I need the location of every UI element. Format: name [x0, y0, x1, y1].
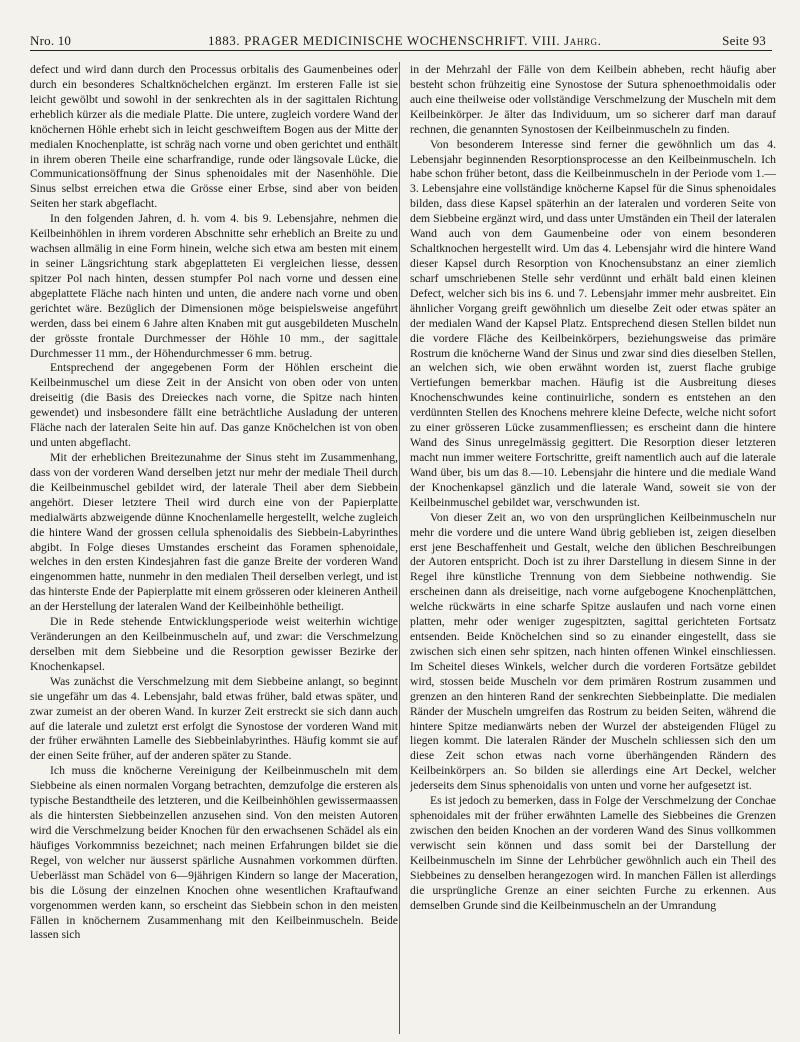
header-rule: [30, 50, 772, 51]
left-column: [30, 63, 398, 1038]
issue-number: Nro. 10: [30, 33, 72, 48]
paragraph: Es ist jedoch zu bemerken, dass in Folge der Verschmelzung der Conchae sphenoidales mit der früher erwähnten Lamelle des Siebbeines die Grenzen zwischen den beiden Knochen an der vorderen Wand des Sinus vollkommen verwischt sein können und dass somit bei der Darstellung der Keilbeinmuscheln im Sinne der Lehrbücher gewöhnlich auch ein Theil des Siebbeines zu denselben herangezogen wird. In manchen Fällen ist allerdings die ursprüngliche Grenze an einer seichten Furche zu erkennen. Aus demselben Grunde sind die Keilbeinmuscheln an der Umrandung: [410, 794, 776, 912]
page-number: Seite 93: [722, 33, 766, 48]
paragraph: in der Mehrzahl der Fälle von dem Keilbein abheben, recht häufig aber besteht schon frühzeitig eine Synostose der Sutura sphenoethmoidalis oder auch eine theilweise oder vollständige Verschmelzung der Muscheln mit dem Keilbeinkörper. Je älter das Individuum, um so sicherer darf man darauf rechnen, die genannten Synostosen der Keilbeinmuscheln zu finden.: [410, 63, 776, 136]
paragraph: Entsprechend der angegebenen Form der Höhlen erscheint die Keilbeinmuschel um diese Zeit in der Ansicht von oben oder von unten dreiseitig (die Basis des Dreieckes nach vorne, die Spitze nach hinten gewendet) und insbesondere fällt eine beträchtliche Ausladung der unteren Fläche nach der lateralen Seite hin auf. Das ganze Knöchelchen ist von oben und unten abgeflacht.: [30, 361, 398, 450]
journal-title: 1883. PRAGER MEDICINISCHE WOCHENSCHRIFT. VIII. Jahrg.: [208, 33, 602, 48]
paragraph: Die in Rede stehende Entwicklungsperiode weist weiterhin wichtige Veränderungen an den Keilbeinmuscheln auf, und zwar: die Verschmelzung derselben mit dem Siebbeine und die Resorption gewisser Bezirke der Knochenkapsel.: [30, 615, 398, 673]
paragraph: Von dieser Zeit an, wo von den ursprünglichen Keilbeinmuscheln nur mehr die vordere und die untere Wand übrig geblieben ist, zeigen dieselben erst jene Beschaffenheit und Gestalt, welche den üblichen Beschreibungen der Autoren entspricht. Doch ist zu ihrer Darstellung in diesem Sinne in der Regel ihre künstliche Trennung von dem Siebbeine nothwendig. Sie erscheinen dann als dreiseitige, nach vorne aufgebogene Knochenplättchen, welche rückwärts in eine scharfe Spitze auslaufen und nach vorne einen platten, mehr oder weniger zugespitzten, sagittal gerichteten Fortsatz entsenden. Beide Knöchelchen sind so zu einander eingestellt, dass sie zwischen sich einen sehr spitzen, nach hinten offenen Winkel einschliessen. Im Scheitel dieses Winkels, welcher durch die vorderen Fortsätze gebildet wird, stossen beide Muscheln vor dem primären Rostrum zusammen und grenzen an den hinteren Rand der senkrechten Siebbeinplatte. Die medialen Ränder der Muscheln umgreifen das Rostrum zu beiden Seiten, während die hintere Spitze medianwärts neben der Wurzel der absteigenden Flügel zu liegen kommt. Die lateralen Ränder der Muscheln schliessen sich den um diese Zeit schon etwas nach vorne überhängenden Rändern des Keilbeinkörpers an. So bilden sie allerdings eine Art Deckel, welcher jederseits dem Sinus sphenoidalis von unten und vorne her aufgesetzt ist.: [410, 510, 776, 793]
running-header: [30, 29, 766, 51]
paragraph: Von besonderem Interesse sind ferner die gewöhnlich um das 4. Lebensjahr beginnenden Resorptionsprocesse an den Keilbeinmuscheln. Ich habe schon früher betont, dass die Keilbeinmuscheln in der Periode vom 1.—3. Lebensjahre eine vollständige knöcherne Kapsel für die Sinus sphenoidales bilden, dass diese Kapsel späterhin an der lateralen und vorderen Seite von dem Siebbeine ergänzt wird, und dass unter Umständen ein Theil der lateralen Wand auch von dem Gaumenbeine oder von einem besonderen Schaltknochen hergestellt wird. Um das 4. Lebensjahr wird die hintere Wand dieser Kapsel durch Resorption von Knochensubstanz an einer ziemlich scharf umschriebenen Stelle sehr verdünnt und erhält bald einen kleinen Defect, welcher sich bis ins 6. und 7. Lebensjahr immer mehr ausbreitet. Ein ähnlicher Vorgang greift gewöhnlich um dieselbe Zeit oder etwas später an der medialen Wand der Kapsel Platz. Entsprechend diesen Stellen bildet nun die vordere Fläche des Keilbeinkörpers, beziehungsweise das primäre Rostrum die knöcherne Wand der Sinus und zwar sind dies dieselben Stellen, an welchen sich, wie oben erwähnt worden ist, zuerst flache grubige Vertiefungen bemerkbar machen. Häufig ist die Ausbreitung dieses Knochenschwundes keine continuirliche, sondern es entstehen an den verdünnten Stellen des Knochens mehrere kleine Defecte, welche nicht sofort zu einer grösseren Lücke zusammenfliessen; es erscheint dann die hintere Wand des Sinus unregelmässig gegittert. Die Resorption dieser letzteren macht nun immer weitere Fortschritte, greift namentlich auch auf die laterale Wand über, bis um das 8.—10. Lebensjahr die hintere und die mediale Wand der Knochenkapsel gänzlich und die laterale Wand, soweit sie von der Keilbeinmuschel gebildet war, verschwunden ist.: [410, 137, 776, 509]
paragraph: In den folgenden Jahren, d. h. vom 4. bis 9. Lebensjahre, nehmen die Keilbeinhöhlen in ihrem vorderen Abschnitte sehr erheblich an Breite zu und wachsen allmälig in eine Form hinein, welche sich etwa am besten mit einem in seiner Längsrichtung stark abgeplatteten Ei vergleichen liesse, dessen spitzer Pol nach hinten, dessen stumpfer Pol nach vorne und dessen eine abgeplattete Fläche nach hinten und unten, die andere nach vorne und oben gerichtet wäre. Bezüglich der Dimensionen möge beispielsweise angeführt werden, dass bei einem 6 Jahre alten Knaben mit gut ausgebildeten Muscheln der grösste frontale Durchmesser der Höhle 10 mm., der sagittale Durchmesser 11 mm., der Höhendurchmesser 6 mm. betrug.: [30, 212, 398, 360]
column-divider: [399, 62, 400, 1034]
paragraph: Mit der erheblichen Breitezunahme der Sinus steht im Zusammenhang, dass von der vorderen Wand derselben jetzt nur mehr der mediale Theil durch die Keilbeinmuschel gebildet wird, der laterale Theil aber dem Siebbein angehört. Dieser letztere Theil wird durch eine von der Papierplatte medialwärts abzweigende dünne Knochenlamelle hergestellt, welche zugleich die hintere Wand der grossen cellula sphenoidalis des Siebbein-Labyrinthes abgibt. In Folge dieses Umstandes erscheint das Foramen sphenoidale, welches in den ersten Kindesjahren fast die ganze Breite der vorderen Wand eingenommen hatte, nunmehr in den medialen Theil derselben verlegt, und ist das hinterste Ende der Papierplatte mit einem grösseren oder kleineren Antheil an der Herstellung der lateralen Wand der Keilbeinhöhle betheiligt.: [30, 450, 398, 614]
paragraph: Was zunächst die Verschmelzung mit dem Siebbeine anlangt, so beginnt sie ungefähr um das 4. Lebensjahr, bald etwas früher, bald etwas später, und zwar zumeist an der oberen Wand. In kurzer Zeit erstreckt sie sich dann auch auf die laterale und zuletzt erst erfolgt die Synostose der vorderen Wand mit der früher erwähnten Lamelle des Siebbeinlabyrinthes. Häufig kommt sie auf der einen Seite früher, auf der anderen später zu Stande.: [30, 674, 398, 763]
right-column: [410, 63, 776, 1038]
paragraph: defect und wird dann durch den Processus orbitalis des Gaumenbeines oder durch ein besonderes Schaltknöchelchen ergänzt. Im ersteren Falle ist sie leicht gewölbt und sowohl in der senkrechten als in der sagittalen Richtung erheblich kürzer als die mediale Platte. Die untere, zugleich vordere Wand der knöchernen Höhle erhebt sich in leicht geschweiftem Bogen aus der Mitte der medialen Knochenplatte, ist schräg nach vorne und oben gerichtet und enthält in ihrem oberen Theile eine scharfrandige, runde oder längsovale Lücke, die Communicationsöffnung der Sinus sphenoidales mit der Nasenhöhle. Die Sinus selbst erreichen etwa die Grösse einer Erbse, sind aber von beiden Seiten her stark abgeflacht.: [30, 63, 398, 211]
paragraph: Ich muss die knöcherne Vereinigung der Keilbeinmuscheln mit dem Siebbeine als einen normalen Vorgang betrachten, demzufolge die ersteren als typische Bestandtheile des letzteren, und die Keilbeinhöhlen gewissermaassen als die hintersten Siebbeinzellen anzusehen sind. Von den meisten Autoren wird die Verschmelzung beider Knochen für den erwachsenen Schädel als ein häufiges Vorkommniss bezeichnet; nach meinen Erfahrungen bildet sie die Regel, von welcher nur äusserst spärliche Ausnahmen vorkommen dürften. Ueberlässt man Schädel von 6—9jährigen Kindern so lange der Maceration, bis die Lösung der einzelnen Knochen ohne wesentlichen Kraftaufwand vorgenommen werden kann, so erscheint das Siebbein schon in den meisten Fällen in knöchernem Zusammenhang mit den Keilbeinmuscheln. Beide lassen sich: [30, 764, 398, 942]
